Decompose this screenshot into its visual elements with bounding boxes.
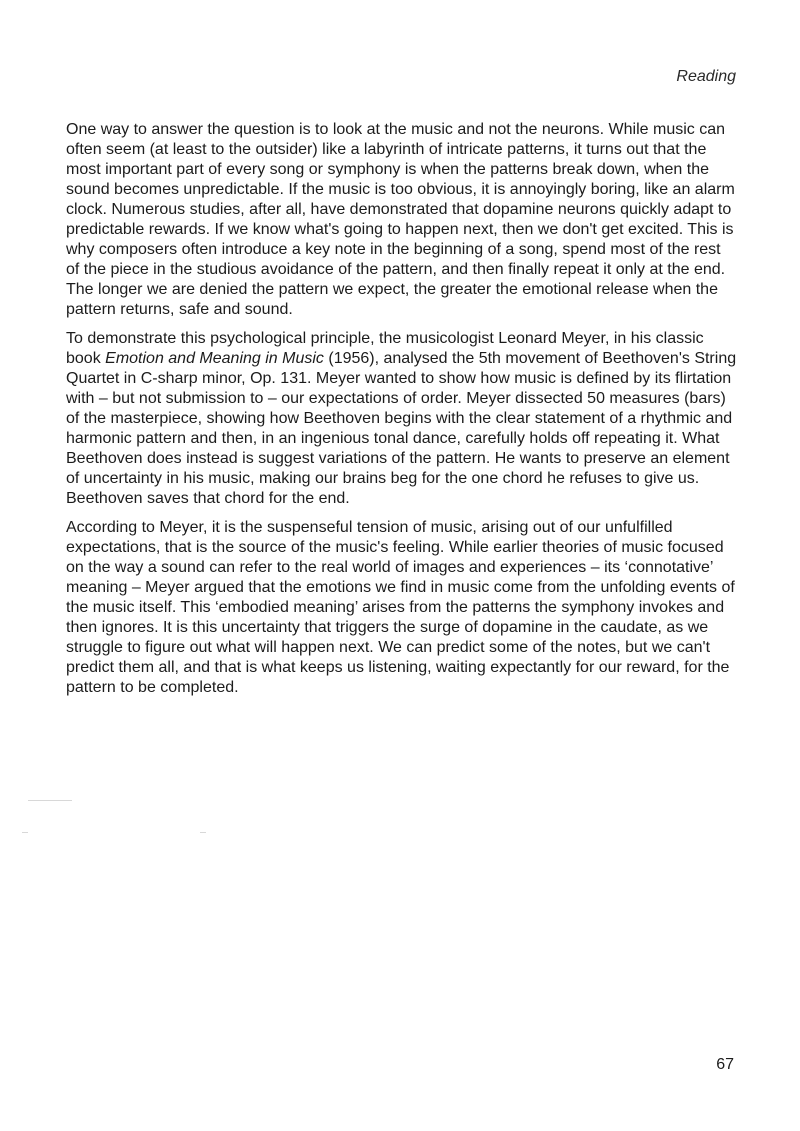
paragraph-1: One way to answer the question is to look at the music and not the neurons. While music can often seem (at least to the outsider) like a labyrinth of intricate patterns, it turns out that the most important part of every song or symphony is when the patterns break down, when the sound becomes unpredictable. If the music is too obvious, it is annoyingly boring, like an alarm clock. Numerous studies, after all, have demonstrated that dopamine neurons quickly adapt to predictable rewards. If we know what's going to happen next, then we don't get excited. This is why composers often introduce a key note in the beginning of a song, spend most of the rest of the piece in the studious avoidance of the pattern, and then finally repeat it only at the end. The longer we are denied the pattern we expect, the greater the emotional release when the pattern returns, safe and sound. — [66, 121, 735, 318]
paragraph-2-rest: (1956), analysed the 5th movement of Beethoven's String Quartet in C-sharp minor, Op. 131. Meyer wanted to show how music is defined by its flirtation with – but not submission to – our expectations of order. Meyer dissected 50 measures (bars) of the masterpiece, showing how Beethoven begins with the clear statement of a rhythmic and harmonic pattern and then, in an ingenious tonal dance, carefully holds off repeating it. What Beethoven does instead is suggest variations of the pattern. He wants to preserve an element of uncertainty in his music, making our brains beg for the one chord he refuses to give us. Beethoven saves that chord for the end. — [66, 350, 737, 507]
page-number: 67 — [716, 1056, 734, 1073]
book-title: Emotion and Meaning in Music — [105, 350, 324, 367]
scan-smudge — [28, 800, 72, 801]
scan-smudge — [22, 832, 28, 833]
scan-smudge — [200, 832, 206, 833]
paragraph-2 — [66, 329, 738, 509]
body-text — [66, 120, 738, 707]
running-head: Reading — [676, 68, 736, 85]
paragraph-3: According to Meyer, it is the suspenseful tension of music, arising out of our unfulfilled expectations, that is the source of the music's feeling. While earlier theories of music focused on the way a sound can refer to the real world of images and experiences – its ‘connotative’ meaning – Meyer argued that the emotions we find in music come from the unfolding events of the music itself. This ‘embodied meaning’ arises from the patterns the symphony invokes and then ignores. It is this uncertainty that triggers the surge of dopamine in the caudate, as we struggle to figure out what will happen next. We can predict some of the notes, but we can't predict them all, and that is what keeps us listening, waiting expectantly for our reward, for the pattern to be completed. — [66, 519, 735, 696]
paragraph-2-lead: To demonstrate this psychological principle, the musicologist Leonard Meyer, in his classic book — [66, 330, 704, 367]
